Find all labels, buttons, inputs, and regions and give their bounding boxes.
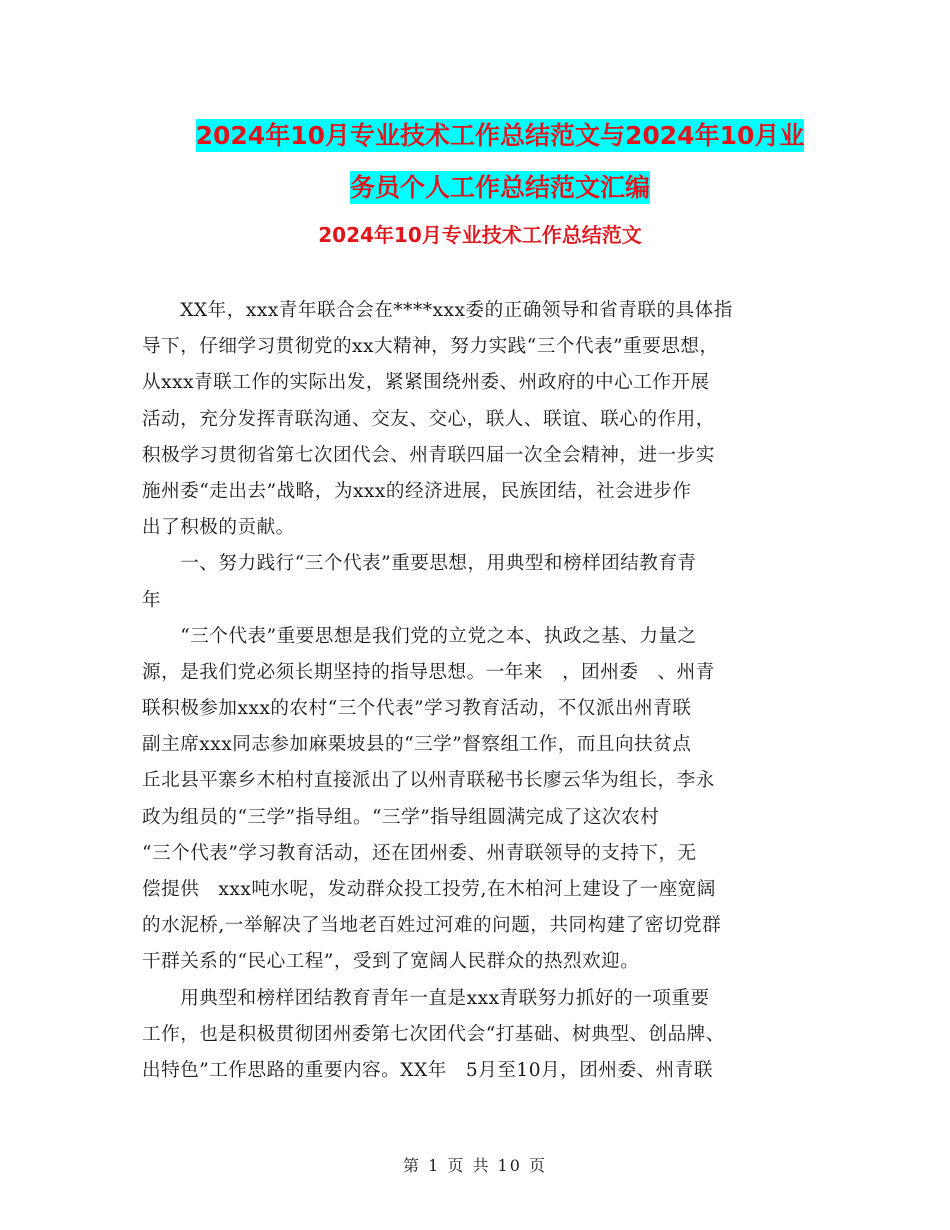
- body-line: 积极学习贯彻省第七次团代会、州青联四届一次全会精神，进一步实: [142, 444, 715, 466]
- body-line: 偿提供 xxx吨水呢，发动群众投工投劳,在木柏河上建设了一座宽阔: [142, 879, 716, 900]
- body-line: 出了积极的贡献。: [142, 517, 295, 539]
- body-line: 从xxx青联工作的实际出发，紧紧围绕州委、州政府的中心工作开展: [142, 372, 710, 394]
- body-line: “三个代表”学习教育活动，还在团州委、州青联领导的支持下，无: [142, 842, 697, 864]
- body-line: 源，是我们党必须长期坚持的指导思想。一年来 ，团州委 、州青: [142, 661, 715, 683]
- body-line: 施州委“走出去”战略，为xxx的经济进展，民族团结，社会进步作: [142, 480, 692, 502]
- document-title-line-1: 2024年10月专业技术工作总结范文与2024年10月业: [195, 121, 805, 150]
- section-title: 2024年10月专业技术工作总结范文: [318, 223, 642, 247]
- document-title: [120, 110, 880, 214]
- body-line: 干群关系的“民心工程”，受到了宽阔人民群众的热烈欢迎。: [142, 951, 640, 973]
- body-line: XX年，xxx青年联合会在****xxx委的正确领导和省青联的具体指: [142, 300, 733, 321]
- body-line: “三个代表”重要思想是我们党的立党之本、执政之基、力量之: [142, 625, 697, 647]
- body-line: 年: [142, 589, 162, 611]
- body-line: 工作，也是积极贯彻团州委第七次团代会“打基础、树典型、创品牌、: [142, 1023, 725, 1045]
- body-line: 政为组员的“三学”指导组。“三学”指导组圆满完成了这次农村: [142, 806, 660, 828]
- body-line: 出特色”工作思路的重要内容。XX年 5月至10月，团州委、州青联: [142, 1059, 713, 1081]
- body-line: 导下，仔细学习贯彻党的xx大精神，努力实践“三个代表”重要思想，: [142, 336, 719, 358]
- document-title-line-2: 务员个人工作总结范文汇编: [349, 173, 650, 202]
- body-line: 副主席xxx同志参加麻栗坡县的“三学”督察组工作，而且向扶贫点: [142, 734, 692, 756]
- body-line: 一、努力践行“三个代表”重要思想，用典型和榜样团结教育青: [142, 553, 697, 575]
- body-line: 丘北县平寨乡木柏村直接派出了以州青联秘书长廖云华为组长，李永: [142, 770, 715, 792]
- page-number-footer: 第 1 页 共 10 页: [403, 1156, 547, 1175]
- body-line: 用典型和榜样团结教育青年一直是xxx青联努力抓好的一项重要: [142, 987, 710, 1009]
- body-line: 活动，充分发挥青联沟通、交友、交心，联人、联谊、联心的作用，: [142, 408, 715, 430]
- document-body: [142, 293, 822, 1089]
- body-line: 联积极参加xxx的农村“三个代表”学习教育活动，不仅派出州青联: [142, 698, 692, 720]
- body-line: 的水泥桥,一举解决了当地老百姓过河难的问题，共同构建了密切党群: [142, 915, 722, 937]
